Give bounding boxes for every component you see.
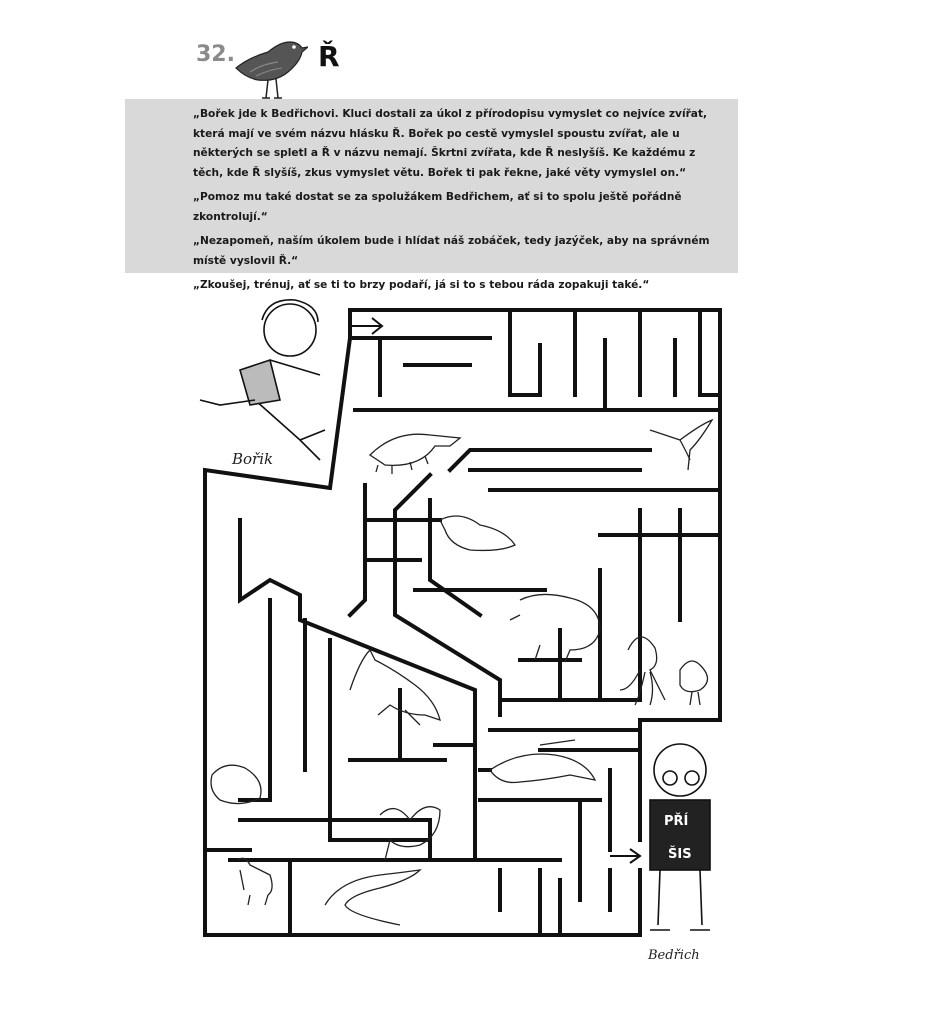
start-name-label: Bořik <box>232 450 274 468</box>
maze <box>0 280 932 1021</box>
ferret-icon <box>440 516 515 550</box>
instruction-paragraph: „Pomoz mu také dostat se za spolužákem Bedřichem, ať si to spolu ještě pořádně zkontrolují.“ <box>193 191 682 223</box>
lesson-header <box>190 28 390 108</box>
instruction-paragraph: „Zkoušej, trénuj, ať se ti to brzy podaří, já si to s tebou ráda zopakuji také.“ <box>193 279 650 291</box>
maze-walls <box>0 280 932 1021</box>
instruction-paragraph: „Nezapomeň, naším úkolem bude i hlídat náš zobáček, tedy jazýček, aby na správném místě vyslovil Ř.“ <box>193 235 710 267</box>
instruction-paragraph: „Bořek jde k Bedřichovi. Kluci dostali za úkol z přírodopisu vymyslet co nejvíce zvířat, která mají ve svém názvu hlásku Ř. Bořek po cestě vymyslel spoustu zvířat, ale u některých se spletl a Ř v názvu nemají. Škrtni zvířata, kde Ř neslyšíš. Ke každému z těch, kde Ř slyšíš, zkus vymyslet větu. Bořek ti pak řekne, jaké věty vymyslel on.“ <box>193 108 708 179</box>
eel-icon <box>325 870 420 925</box>
blackbird-icon <box>228 28 308 106</box>
lesson-number: 32. <box>196 42 235 67</box>
shirt-text-bottom: ŠIS <box>668 847 692 862</box>
chick-icon <box>680 661 708 705</box>
end-name-label: Bedřich <box>648 948 700 963</box>
foal-icon <box>238 858 272 905</box>
fox-icon <box>350 650 440 725</box>
piglet-icon <box>510 594 600 662</box>
boy-bedrich-icon <box>650 744 710 930</box>
shirt-text-top: PŘÍ <box>664 814 689 829</box>
guinea-pig-icon <box>211 765 261 803</box>
instructions-box <box>125 99 738 291</box>
boy-borik-icon <box>200 300 325 460</box>
octopus-icon <box>620 637 665 705</box>
crocodile-icon <box>370 434 460 474</box>
crayfish-icon <box>490 740 595 783</box>
target-letter: Ř <box>318 40 340 73</box>
hummingbird-icon <box>650 420 712 470</box>
